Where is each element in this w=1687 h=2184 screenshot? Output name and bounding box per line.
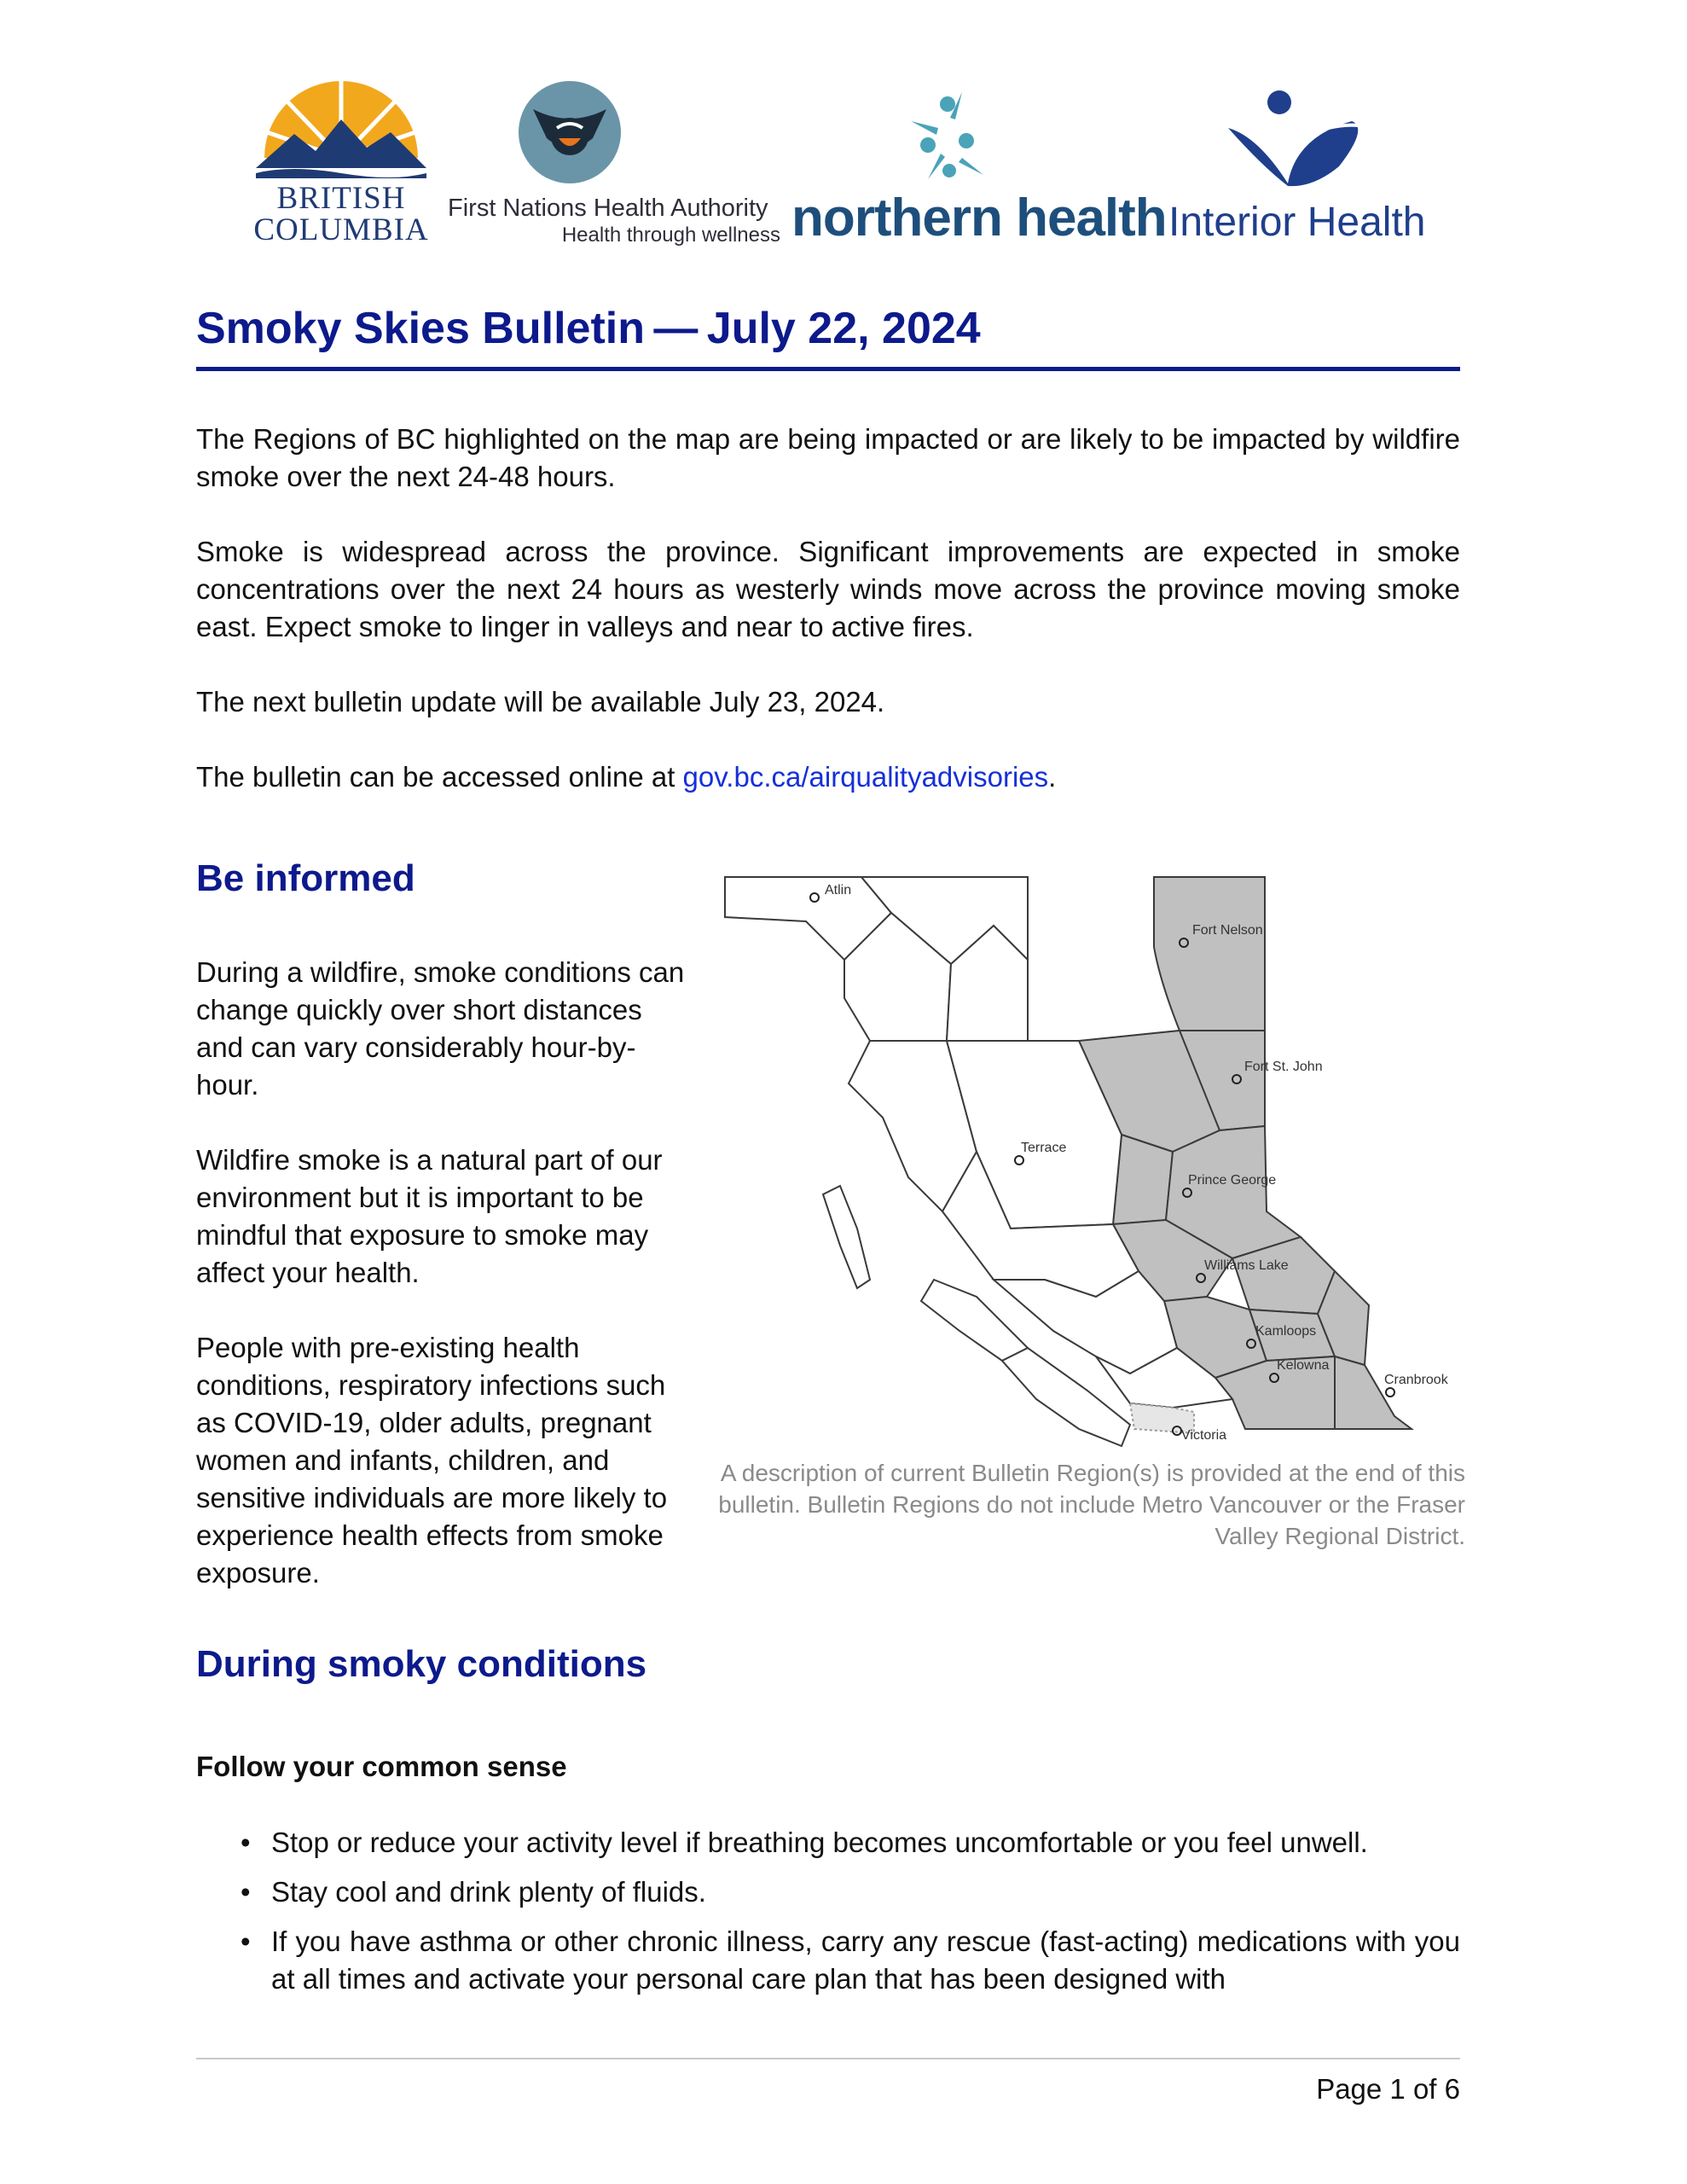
northern-health-wordmark: northern health: [791, 189, 1167, 247]
map-caption: A description of current Bulletin Region(s) is provided at the end of this bulletin. Bulletin Regions do not include Metro Vancouver or the Fraser Valley Regional District.: [718, 1460, 1465, 1549]
region-fort-nelson: [1154, 877, 1265, 1031]
intro-paragraph-1: The Regions of BC highlighted on the map are being impacted or are likely to be impacted by wildfire smoke over the next 24-48 hours.: [196, 423, 1460, 492]
city-victoria: [1173, 1426, 1226, 1443]
during-smoky-conditions-heading: During smoky conditions: [196, 1643, 647, 1685]
intro-paragraph-4: [196, 758, 1460, 796]
page-title: Smoky Skies Bulletin — July 22, 2024: [196, 304, 981, 353]
be-informed-paragraph-3: People with pre-existing health conditions, respiratory infections such as COVID-19, older adults, pregnant women and infants, children, and sensitive individuals are more likely to experience health effects from smoke exposure.: [196, 1332, 668, 1589]
region-prince-george-west: [1113, 1135, 1173, 1224]
intro-paragraph-2: Smoke is widespread across the province. Significant improvements are expected in smoke concentrations over the next 24 hours as westerly winds move across the province moving smoke east. Expect smoke to linger in valleys and near to active fires.: [196, 536, 1460, 642]
air-quality-advisories-link[interactable]: gov.bc.ca/airqualityadvisories: [682, 761, 1049, 793]
fnha-emblem-icon: [448, 77, 789, 192]
bc-smoke-region-map: [721, 870, 1463, 1450]
be-informed-heading: Be informed: [196, 857, 415, 899]
bc-logo-line2: COLUMBIA: [253, 212, 429, 247]
list-item: • Stop or reduce your activity level if breathing becomes uncomfortable or you feel unwell.: [196, 1824, 1460, 1862]
city-label: Williams Lake: [1204, 1258, 1289, 1273]
northern-health-logo: [791, 85, 1167, 256]
list-item: • If you have asthma or other chronic illness, carry any rescue (fast-acting) medications with you at all times and activate your personal care plan that has been designed with: [196, 1923, 1460, 1998]
interior-health-figure-icon: [1168, 85, 1463, 196]
common-sense-subheading: Follow your common sense: [196, 1751, 567, 1782]
region-kootenay: [1335, 1356, 1412, 1429]
city-cranbrook: [1384, 1373, 1449, 1397]
be-informed-paragraph-2: Wildfire smoke is a natural part of our environment but it is important to be mindful that exposure to smoke may affect your health.: [196, 1144, 663, 1288]
interior-health-wordmark: Interior Health: [1168, 200, 1426, 245]
city-label: Prince George: [1188, 1173, 1277, 1188]
be-informed-paragraph-1: During a wildfire, smoke conditions can change quickly over short distances and can vary considerably hour-by-hour.: [196, 956, 685, 1101]
fnha-tagline: Health through wellness: [561, 224, 780, 247]
online-access-period: .: [1048, 761, 1057, 793]
title-divider: [196, 367, 1460, 371]
city-label: Kamloops: [1255, 1324, 1317, 1339]
common-sense-list: [196, 1824, 1460, 2010]
list-item: • Stay cool and drink plenty of fluids.: [196, 1873, 1460, 1911]
city-label: Cranbrook: [1384, 1373, 1448, 1387]
city-label: Kelowna: [1277, 1358, 1330, 1373]
bc-government-logo: [239, 73, 443, 252]
city-label: Atlin: [825, 883, 852, 897]
bc-sun-mountains-icon: [239, 73, 443, 179]
online-access-text: The bulletin can be accessed online at: [196, 761, 683, 793]
interior-health-logo: [1168, 85, 1463, 256]
city-label: Fort St. John: [1244, 1060, 1323, 1074]
city-label: Terrace: [1021, 1141, 1067, 1155]
northern-health-people-icon: [791, 85, 1158, 192]
city-label: Fort Nelson: [1192, 923, 1263, 938]
region-haida-gwaii: [823, 1186, 870, 1288]
intro-paragraph-3: The next bulletin update will be available July 23, 2024.: [196, 686, 885, 717]
footer-divider: [196, 2058, 1460, 2059]
bc-logo-line1: BRITISH: [276, 181, 406, 216]
fnha-logo: [448, 77, 789, 252]
city-label: Victoria: [1181, 1428, 1227, 1443]
fnha-name: First Nations Health Authority: [448, 195, 768, 222]
page-number: Page 1 of 6: [1316, 2073, 1460, 2105]
